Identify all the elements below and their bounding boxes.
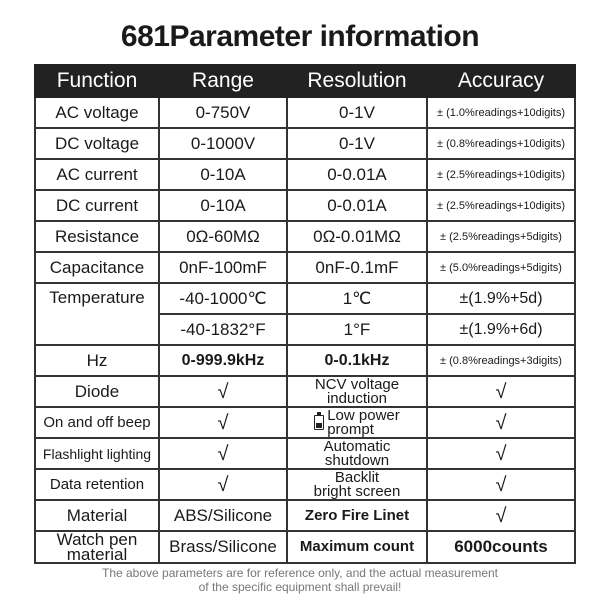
disclaimer-footer [0,566,600,594]
cell-range: -40-1000℃ [159,283,287,314]
cell-accuracy: ± (0.8%readings+10digits) [427,128,575,159]
cell-resolution [287,469,427,500]
function-line2: material [66,545,128,564]
check-mark-icon: √ [159,438,287,469]
cell-range: -40-1832°F [159,314,287,345]
table-row [35,221,575,252]
cell-range: 0Ω-60MΩ [159,221,287,252]
cell-range: 0nF-100mF [159,252,287,283]
check-mark-icon: √ [427,500,575,531]
table-header-row [35,65,575,97]
cell-resolution: 0Ω-0.01MΩ [287,221,427,252]
header-function: Function [35,65,159,97]
cell-range: 0-750V [159,97,287,128]
resolution-line1: Backlit [334,468,380,486]
cell-accuracy: ±(1.9%+6d) [427,314,575,345]
page-title: 681Parameter information [120,20,480,53]
resolution-line2: bright screen [313,482,401,500]
cell-range: ABS/Silicone [159,500,287,531]
cell-resolution: Maximum count [287,531,427,563]
cell-function: DC current [35,190,159,221]
cell-resolution: 0nF-0.1mF [287,252,427,283]
check-mark-icon: √ [427,407,575,438]
cell-accuracy: ± (2.5%readings+5digits) [427,221,575,252]
cell-range: 0-10A [159,159,287,190]
cell-range: 0-10A [159,190,287,221]
table-row [35,283,575,314]
cell-range: Brass/Silicone [159,531,287,563]
cell-function [35,531,159,563]
table-row [35,500,575,531]
cell-accuracy: ±(1.9%+5d) [427,283,575,314]
parameter-table [34,64,576,564]
resolution-line2: prompt [327,420,374,438]
table-row [35,345,575,376]
cell-function: DC voltage [35,128,159,159]
cell-accuracy: ± (1.0%readings+10digits) [427,97,575,128]
resolution-line1: Low power [327,406,400,424]
header-range: Range [159,65,287,97]
check-mark-icon: √ [427,469,575,500]
table-row [35,97,575,128]
function-line1: Watch pen [56,530,138,549]
cell-resolution: 0-1V [287,97,427,128]
cell-resolution: 0-0.01A [287,159,427,190]
cell-function: Capacitance [35,252,159,283]
cell-accuracy: ± (2.5%readings+10digits) [427,159,575,190]
cell-function: On and off beep [35,407,159,438]
check-mark-icon: √ [159,469,287,500]
check-mark-icon: √ [427,376,575,407]
header-resolution: Resolution [287,65,427,97]
cell-resolution [287,407,427,438]
cell-resolution: 0-0.1kHz [287,345,427,376]
table-row [35,159,575,190]
resolution-line2: shutdown [324,451,390,469]
cell-accuracy: 6000counts [427,531,575,563]
cell-resolution [287,438,427,469]
cell-accuracy: ± (2.5%readings+10digits) [427,190,575,221]
table-row [35,128,575,159]
cell-resolution: 1℃ [287,283,427,314]
cell-function: AC voltage [35,97,159,128]
cell-function: Hz [35,345,159,376]
resolution-line1: Automatic [323,437,391,455]
cell-accuracy: ± (5.0%readings+5digits) [427,252,575,283]
table-row [35,376,575,407]
check-mark-icon: √ [159,376,287,407]
cell-resolution: 0-1V [287,128,427,159]
cell-function: Material [35,500,159,531]
cell-range: 0-1000V [159,128,287,159]
resolution-line1: NCV voltage [314,375,400,393]
battery-icon [314,415,324,430]
cell-function: Temperature [35,283,159,345]
check-mark-icon: √ [427,438,575,469]
cell-function: AC current [35,159,159,190]
resolution-line2: induction [326,389,388,407]
cell-resolution: 0-0.01A [287,190,427,221]
cell-resolution: Zero Fire Linet [287,500,427,531]
table-row [35,407,575,438]
header-accuracy: Accuracy [427,65,575,97]
cell-function: Resistance [35,221,159,252]
table-row [35,438,575,469]
table-row [35,190,575,221]
table-row [35,531,575,563]
cell-function: Flashlight lighting [35,438,159,469]
cell-resolution [287,376,427,407]
cell-function: Data retention [35,469,159,500]
cell-accuracy: ± (0.8%readings+3digits) [427,345,575,376]
table-row [35,469,575,500]
cell-range: 0-999.9kHz [159,345,287,376]
check-mark-icon: √ [159,407,287,438]
cell-resolution: 1°F [287,314,427,345]
footer-line1: The above parameters are for reference only, and the actual measurement [102,566,498,580]
footer-line2: of the specific equipment shall prevail! [198,580,402,594]
cell-function: Diode [35,376,159,407]
table-row [35,252,575,283]
